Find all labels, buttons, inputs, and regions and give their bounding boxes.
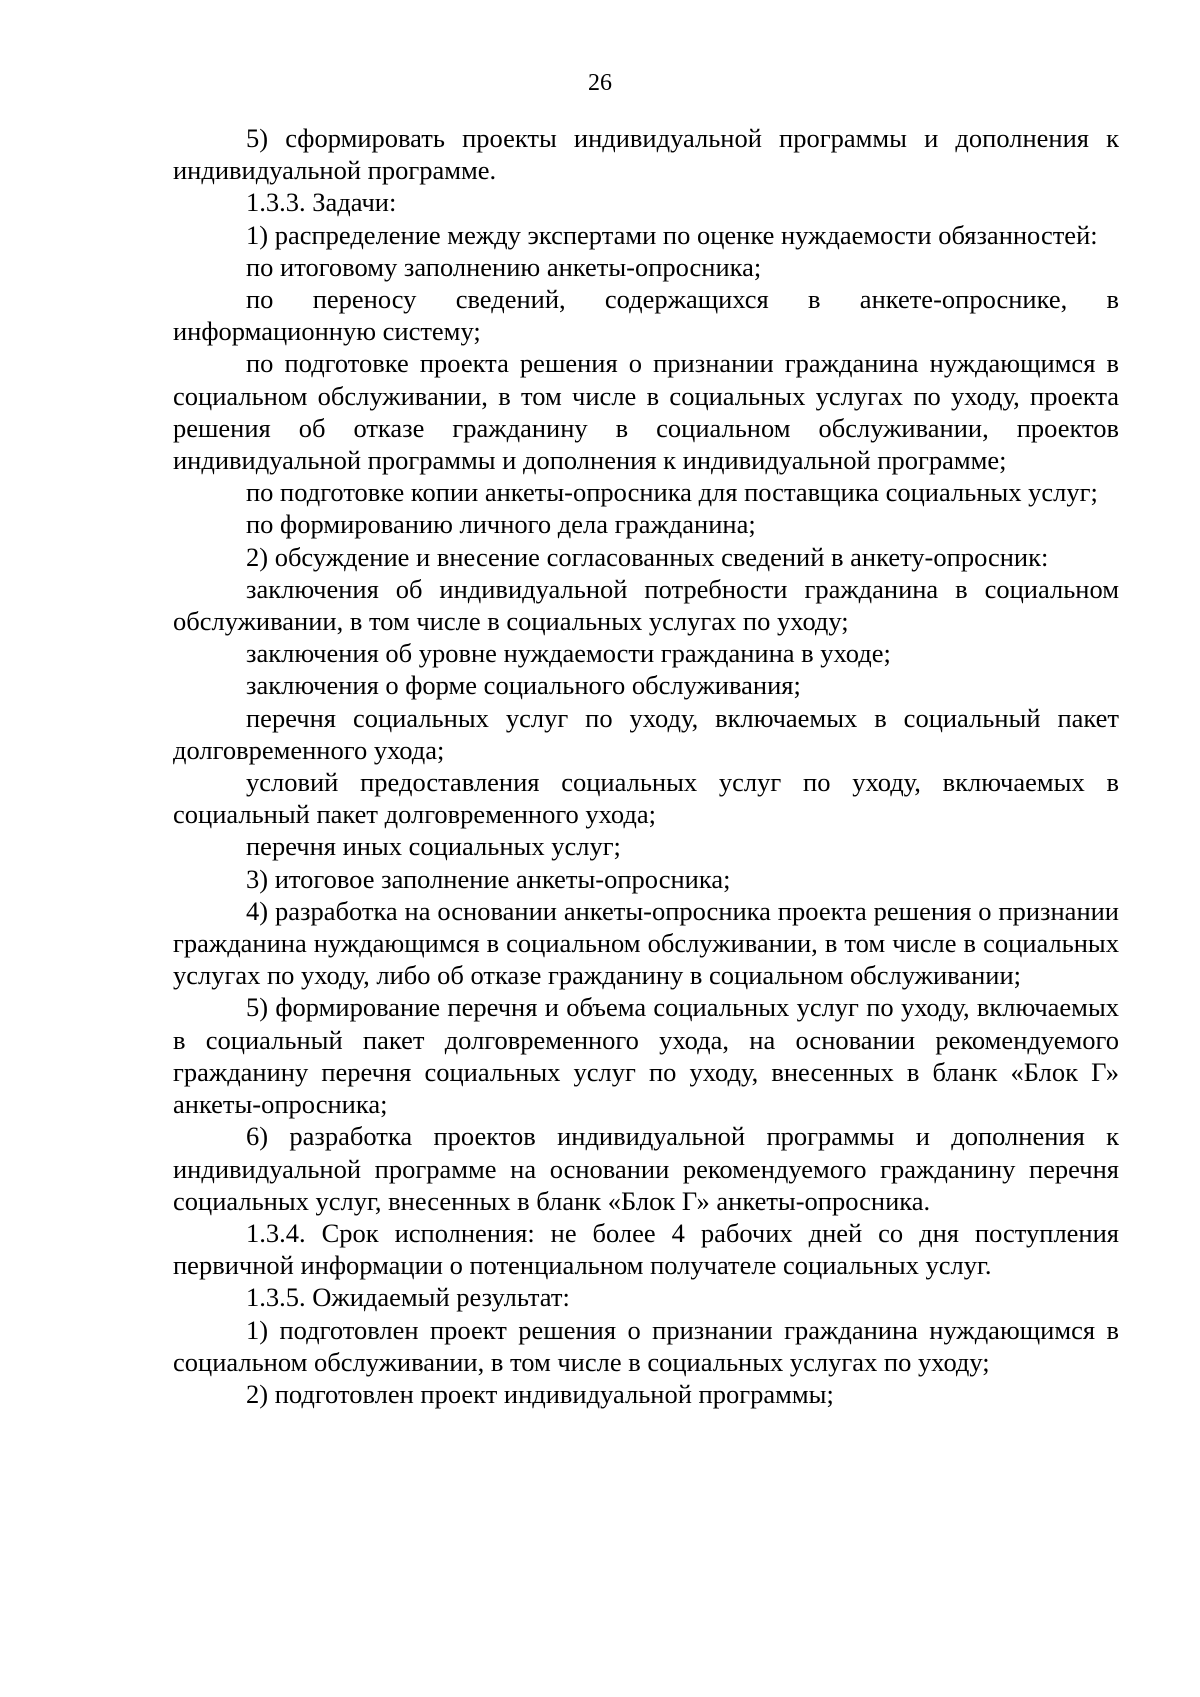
result-1-draft-decision: 1) подготовлен проект решения о признании гражданина нуждающимся в социальном обслуживании, в том числе в социальных услугах по уходу; (173, 1314, 1119, 1377)
duty-copy-questionnaire: по подготовке копии анкеты-опросника для поставщика социальных услуг; (246, 477, 1098, 508)
section-deadline: 1.3.4. Срок исполнения: не более 4 рабочих дней со дня поступления первичной информации о потенциальном получателе социальных услуг. (173, 1217, 1119, 1281)
result-2-draft-program: 2) подготовлен проект индивидуальной программы; (246, 1378, 834, 1409)
duty-transfer-data: по переносу сведений, содержащихся в анкете-опроснике, в информационную систему; (173, 284, 1119, 347)
conditions-care-services: условий предоставления социальных услуг по уходу, включаемых в социальный пакет долговременного ухода; (173, 767, 1119, 830)
conclusion-service-form: заключения о форме социального обслуживания; (246, 670, 801, 701)
conclusion-individual-need: заключения об индивидуальной потребности гражданина в социальном обслуживании, в том числе в социальных услугах по уходу; (173, 573, 1119, 637)
section-heading-result: 1.3.5. Ожидаемый результат: (246, 1282, 570, 1313)
duty-final-questionnaire: по итоговому заполнению анкеты-опросника; (246, 251, 762, 282)
list-care-services: перечня социальных услуг по уходу, включаемых в социальный пакет долговременного ухода; (173, 702, 1119, 765)
page-number: 26 (588, 70, 612, 96)
duty-personal-file: по формированию личного дела гражданина; (246, 509, 756, 540)
task-4-draft-decision: 4) разработка на основании анкеты-опросника проекта решения о признании гражданина нуждающимся в социальном обслуживании, в том числе в социальных услугах по уходу, либо об отказе гражданину в социальном обслуживании; (173, 895, 1119, 991)
task-1-distribution: 1) распределение между экспертами по оценке нуждаемости обязанностей: (246, 219, 1098, 250)
list-other-services: перечня иных социальных услуг; (246, 831, 621, 862)
paragraph-item-5-proposal: 5) сформировать проекты индивидуальной программы и дополнения к индивидуальной программе. (173, 123, 1119, 186)
task-3-final-filling: 3) итоговое заполнение анкеты-опросника; (246, 863, 731, 894)
section-heading-tasks: 1.3.3. Задачи: (246, 187, 397, 218)
task-5-service-list: 5) формирование перечня и объема социальных услуг по уходу, включаемых в социальный пакет долговременного ухода, на основании рекомендуемого гражданину перечня социальных услуг по уходу, внесенных в бланк «Блок Г» анкеты-опросника; (173, 992, 1119, 1120)
duty-draft-decision: по подготовке проекта решения о признании гражданина нуждающимся в социальном обслуживании, в том числе в социальных услугах по уходу, проекта решения об отказе гражданину в социальном обслуживании, проектов индивидуальной программы и дополнения к индивидуальной программе; (173, 348, 1119, 476)
task-6-program-drafts: 6) разработка проектов индивидуальной программы и дополнения к индивидуальной программе на основании рекомендуемого гражданину перечня социальных услуг, внесенных в бланк «Блок Г» анкеты-опросника. (173, 1121, 1119, 1216)
task-2-discussion: 2) обсуждение и внесение согласованных сведений в анкету-опросник: (246, 541, 1049, 572)
conclusion-care-level: заключения об уровне нуждаемости гражданина в уходе; (246, 638, 891, 669)
document-body (173, 122, 1119, 1410)
